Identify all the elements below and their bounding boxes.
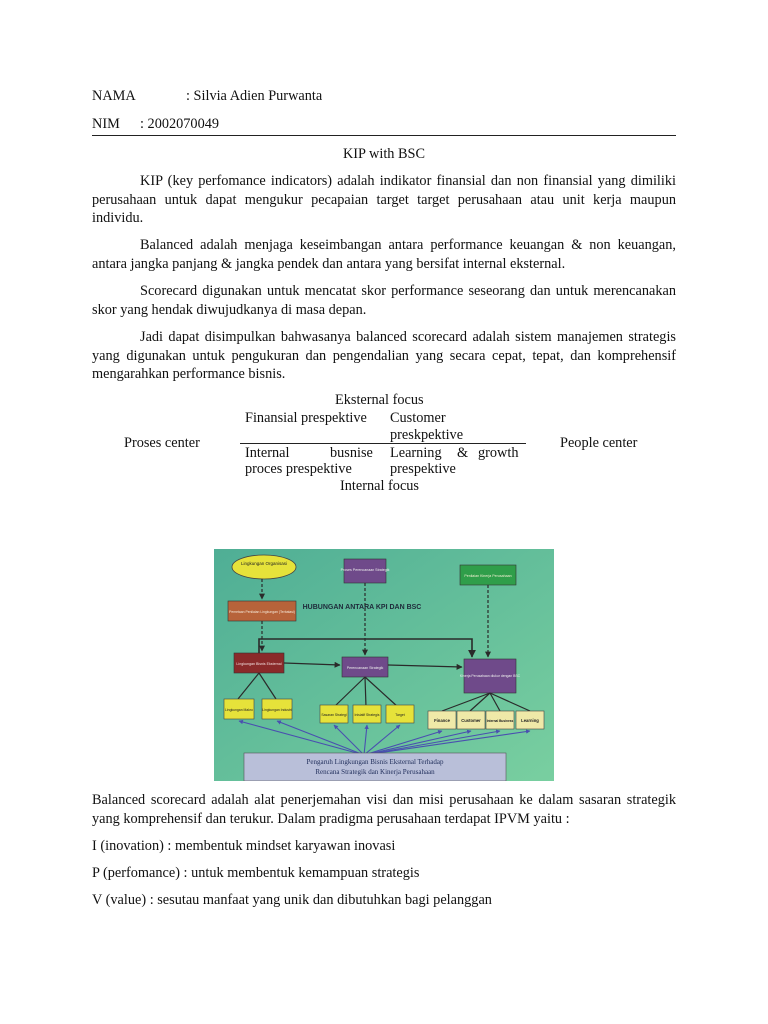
leaf-finance-text: Finance — [434, 718, 450, 723]
diagram-heading: HUBUNGAN ANTARA KPI DAN BSC — [302, 604, 422, 611]
bsc-q4-line2: prespektive — [390, 461, 456, 477]
leaf-learning-text: Learning — [521, 718, 539, 723]
paragraph-scorecard: Scorecard digunakan untuk mencatat skor performance seseorang dan untuk merencanakan skor yang hendak diwujudkanya di masa depan. — [92, 283, 676, 318]
header-divider — [92, 135, 676, 136]
bsc-right-label: People center — [560, 435, 638, 451]
bsc-top-label: Eksternal focus — [335, 392, 424, 408]
ipvm-item-i: I (inovation) : membentuk mindset karyawan inovasi — [92, 838, 396, 854]
lingkungan-bisnis-text: Lingkungan Bisnis Eksternal — [236, 662, 282, 666]
bsc-q4-line1a: Learning — [390, 445, 442, 461]
bsc-q1: Finansial prespektive — [245, 410, 367, 426]
proses-strategi-text: Proses Perencanaan Strategik — [340, 568, 390, 572]
bsc-bottom-label: Internal focus — [340, 478, 419, 494]
ipvm-item-v: V (value) : sesutau manfaat yang unik dan dibutuhkan bagi pelanggan — [92, 892, 492, 908]
name-value: : Silvia Adien Purwanta — [186, 88, 323, 104]
nim-label: NIM — [92, 116, 120, 132]
lingkungan-organisasi-text: Lingkungan Organisasi — [240, 561, 288, 566]
footer-line2: Rencana Strategik dan Kinerja Perusahaan — [315, 768, 435, 776]
nim-row — [92, 116, 220, 133]
footer-line1: Pengaruh Lingkungan Bisnis Eksternal Terhadap — [306, 758, 444, 766]
leaf-target-text: Target — [395, 713, 405, 717]
bsc-q3-line1a: Internal — [245, 445, 290, 461]
paragraph-conclusion: Jadi dapat disimpulkan bahwasanya balanced scorecard adalah sistem manajemen strategis yang digunakan untuk pengukuran dan pengendalian yang secara cepat, tepat, dan komprehensif mengarahkan performance bisnis. — [92, 329, 676, 382]
name-label: NAMA — [92, 88, 136, 104]
bsc-quadrant-table — [92, 392, 676, 498]
leaf-customer-text: Customer — [461, 718, 481, 723]
paragraph-kip: KIP (key perfomance indicators) adalah indikator finansial dan non finansial yang dimiliki perusahaan untuk dapat mengukur pecapaian target target perusahaan atau unit kerja maupun individu. — [92, 173, 676, 226]
leaf-lingkungan-industri-text: Lingkungan Industri — [262, 708, 292, 712]
bsc-q3-line2: proces prespektive — [245, 461, 352, 477]
kpi-bsc-diagram-photo — [214, 549, 554, 781]
bsc-q2-line1: Customer — [390, 410, 446, 426]
perencanaan-text: Perencanaan Strategik — [346, 666, 384, 670]
bsc-q4-line1b: & — [457, 445, 469, 461]
bsc-q4-line1c: growth — [478, 445, 519, 461]
penilaian-kinerja-text: Penilaian Kinerja Perusahaan — [464, 574, 512, 578]
leaf-lingkungan-makro-text: Lingkungan Makro — [225, 708, 253, 712]
bsc-left-label: Proses center — [124, 435, 200, 451]
bsc-divider — [240, 443, 526, 444]
document-title: KIP with BSC — [342, 146, 426, 162]
kinerja-text: Kinerja Perusahaan diukur dengan BSC — [459, 674, 521, 678]
lingkungan-organisasi-oval — [232, 555, 296, 579]
paragraph-closing: Balanced scorecard adalah alat penerjemahan visi dan misi perusahaan ke dalam sasaran strategik yang komprehensif dan terukur. Dalam pradigma perusahaan terdapat IPVM yaitu : — [92, 792, 676, 827]
leaf-inisiatif-strategis-text: Inisiatif Strategis — [354, 713, 380, 717]
bsc-q3-line1b: busnise — [330, 445, 373, 461]
paragraph-balanced: Balanced adalah menjaga keseimbangan antara performance keuangan & non keuangan, antara jangka panjang & jangka pendek dan antara yang bersifat internal eksternal. — [92, 237, 676, 272]
leaf-sasaran-strategi-text: Sasaran Strategi — [321, 713, 347, 717]
pemetaan-text: Pemetaan Penilaian Lingkungan (Terbatasi) — [229, 610, 295, 614]
name-row — [92, 88, 323, 105]
ipvm-item-p: P (perfomance) : untuk membentuk kemampuan strategis — [92, 865, 420, 881]
bsc-q2-line2: preskpektive — [390, 427, 464, 443]
leaf-internal-business-text: Internal Business — [486, 719, 514, 723]
nim-value: : 2002070049 — [140, 116, 220, 132]
